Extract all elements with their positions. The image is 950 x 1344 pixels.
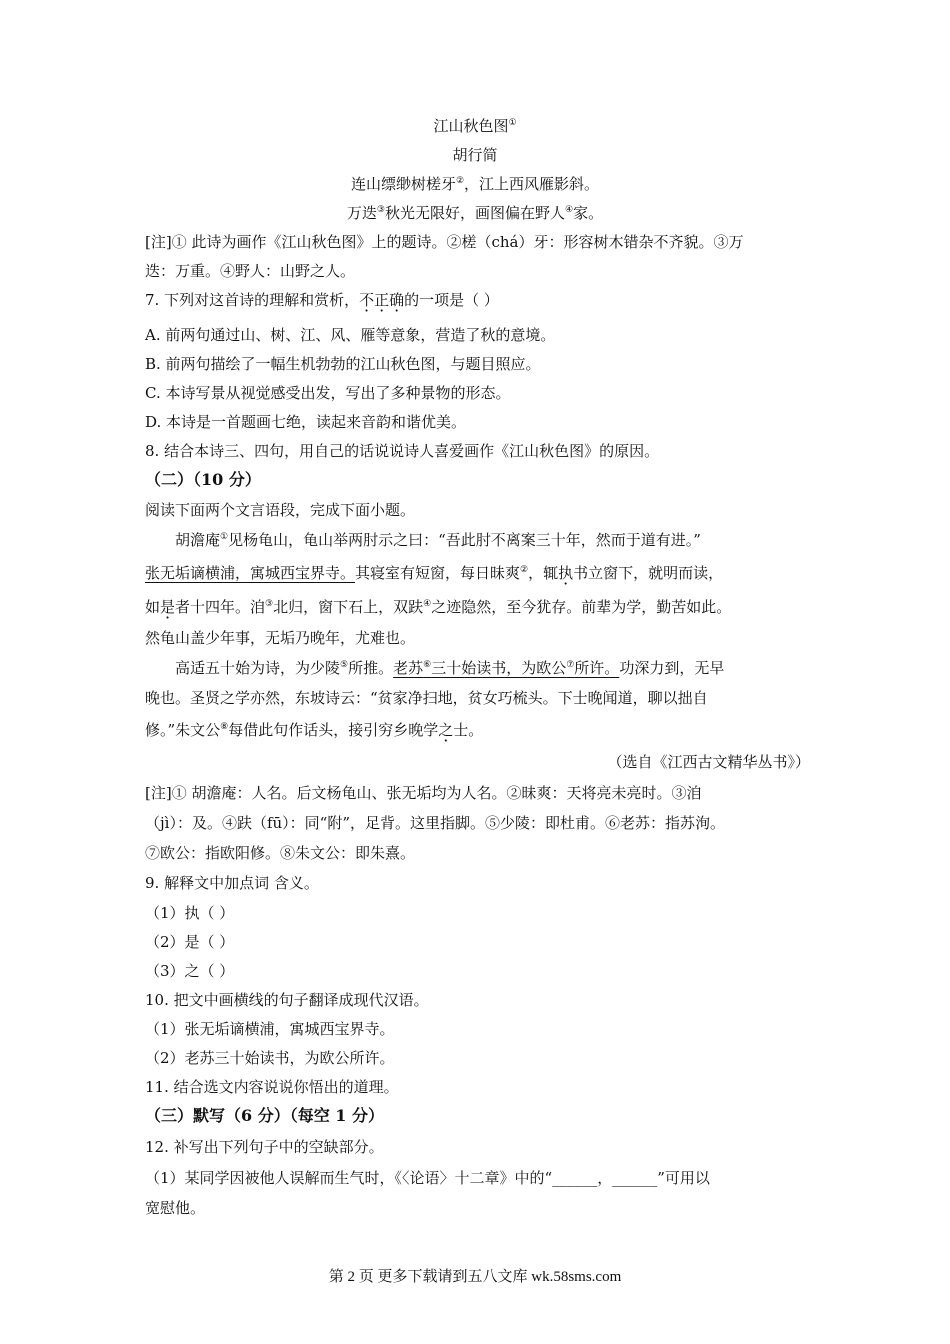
question-10-item-1: （1）张无垢谪横浦，寓城西宝界寺。 xyxy=(145,1020,395,1038)
option-c: C. 本诗写景从视觉感受出发，写出了多种景物的形态。 xyxy=(145,384,511,402)
note-marker: ⑧ xyxy=(220,722,229,732)
question-12-item-1-cont: 宽慰他。 xyxy=(145,1199,206,1217)
passage-text: 书立窗下，就明而读， xyxy=(573,564,724,582)
question-9-item-3: （3）之（ ） xyxy=(145,962,235,980)
option-a: A. 前两句通过山、树、江、风、雁等意象，营造了秋的意境。 xyxy=(145,326,556,344)
underlined-sentence xyxy=(393,659,619,677)
poem-line-1 xyxy=(0,174,950,194)
dotted-char: 不 xyxy=(359,291,375,309)
passage-text: 胡澹庵 xyxy=(175,531,221,549)
passage-note-line-3: ⑦欧公：指欧阳修。⑧朱文公：即朱熹。 xyxy=(145,844,416,862)
dotted-char: 正 xyxy=(374,291,390,309)
passage-text: 如 xyxy=(145,598,161,616)
passage-line-7 xyxy=(145,720,483,740)
passage-line-6: 晚也。圣贤之学亦然，东坡诗云：“贫家净扫地，贫女巧梳头。下士晚闻道，聊以拙自 xyxy=(145,689,708,707)
passage-text: 之迹隐然，至今犹存。前辈为学，勤苦如此。 xyxy=(431,598,732,616)
passage-text: 士。 xyxy=(453,721,484,739)
passage-line-2 xyxy=(145,563,723,583)
question-11: 11. 结合选文内容说说你悟出的道理。 xyxy=(145,1078,399,1096)
underlined-sentence: 张无垢谪横浦，寓城西宝界寺。 xyxy=(145,564,356,582)
passage-line-3 xyxy=(145,597,731,617)
option-d: D. 本诗是一首题画七绝，读起来音韵和谐优美。 xyxy=(145,413,467,431)
note-marker: ④ xyxy=(565,205,574,215)
note-marker: ② xyxy=(520,565,529,575)
passage-text: 高适五十始为诗，为少陵 xyxy=(175,659,341,677)
note-marker: ⑤ xyxy=(340,660,349,670)
question-9-item-2: （2）是（ ） xyxy=(145,933,235,951)
poem-author: 胡行简 xyxy=(452,146,498,164)
section-2-intro: 阅读下面两个文言语段，完成下面小题。 xyxy=(145,501,416,519)
note-marker: ⑦ xyxy=(566,660,575,670)
passage-text: 三十始读书，为欧公 xyxy=(431,659,567,677)
option-b: B. 前两句描绘了一幅生机勃勃的江山秋色图，与题目照应。 xyxy=(145,355,541,373)
poem-text: 万迭 xyxy=(346,204,377,222)
passage-text: 见杨龟山，龟山举两肘示之曰：“吾此肘不离案三十年，然而于道有进。” xyxy=(228,531,701,549)
dotted-char: 执 xyxy=(558,564,574,582)
page-footer: 第 2 页 更多下载请到五八文库 wk.58sms.com xyxy=(328,1269,622,1285)
note-marker: ⑥ xyxy=(423,660,432,670)
question-9: 9. 解释文中加点词 含义。 xyxy=(145,874,319,892)
poem-text: 秋光无限好，画图偏在野人 xyxy=(384,204,565,222)
passage-text: 北归，窗下石上，双趺 xyxy=(273,598,424,616)
section-3-heading: （三）默写（6 分）（每空 1 分） xyxy=(145,1106,384,1125)
passage-text: 者十四年。洎 xyxy=(175,598,266,616)
question-12: 12. 补写出下列句子中的空缺部分。 xyxy=(145,1138,384,1156)
dotted-char: 确 xyxy=(389,291,405,309)
passage-text: 老苏 xyxy=(393,659,424,677)
note-marker: ① xyxy=(220,532,229,542)
note-marker: ③ xyxy=(376,205,385,215)
passage-text: ，辄 xyxy=(528,564,559,582)
passage-line-1 xyxy=(175,530,701,550)
passage-text: 每借此句作话头，接引穷乡晚学 xyxy=(228,721,439,739)
poem-text: 连山缥缈树槎牙 xyxy=(350,175,456,193)
poem-line-2 xyxy=(0,203,950,223)
note-marker: ③ xyxy=(265,599,274,609)
poem-text: 家。 xyxy=(573,204,604,222)
passage-line-4: 然龟山盖少年事，无垢乃晚年，尤难也。 xyxy=(145,629,416,647)
poem-note-line-2: 迭：万重。④野人：山野之人。 xyxy=(145,262,356,280)
poem-title-text: 江山秋色图 xyxy=(433,117,509,135)
passage-text: 功深力到，无早 xyxy=(619,659,725,677)
section-2-heading: （二）（10 分） xyxy=(145,470,261,489)
passage-text: 所推。 xyxy=(348,659,394,677)
note-marker: ② xyxy=(455,176,465,186)
note-marker: ④ xyxy=(423,599,432,609)
question-8: 8. 结合本诗三、四句，用自己的话说说诗人喜爱画作《江山秋色图》的原因。 xyxy=(145,442,660,460)
question-10: 10. 把文中画横线的句子翻译成现代汉语。 xyxy=(145,991,429,1009)
question-12-item-1: （1）某同学因被他人误解而生气时，《〈论语〉十二章》中的“______，______”可用以 xyxy=(145,1169,710,1187)
question-text: 7. 下列对这首诗的理解和赏析， xyxy=(145,291,360,309)
poem-note-line-1: [注]① 此诗为画作《江山秋色图》上的题诗。②槎（chá）牙：形容树木错杂不齐貌。③万 xyxy=(145,233,744,251)
question-9-item-1: （1）执（ ） xyxy=(145,904,235,922)
poem-title xyxy=(0,116,950,136)
passage-text: 所许。 xyxy=(574,659,620,677)
passage-text: 其寝室有短窗，每日昧爽 xyxy=(355,564,521,582)
question-10-item-2: （2）老苏三十始读书，为欧公所许。 xyxy=(145,1049,395,1067)
passage-note-line-1: [注]① 胡澹庵：人名。后文杨龟山、张无垢均为人名。②昧爽：天将亮未亮时。③洎 xyxy=(145,784,702,802)
question-text: 的一项是（ ） xyxy=(404,291,499,309)
passage-text: 修。”朱文公 xyxy=(145,721,221,739)
passage-source: （选自《江西古文精华丛书》） xyxy=(607,753,810,771)
dotted-char: 之 xyxy=(438,721,454,739)
question-7 xyxy=(145,290,499,310)
poem-text: ，江上西风雁影斜。 xyxy=(464,175,600,193)
dotted-char: 是 xyxy=(160,598,176,616)
passage-note-line-2: （jì）：及。④趺（fū）：同“附”，足背。这里指脚。⑤少陵：即杜甫。⑥老苏：指苏洵。 xyxy=(145,814,726,832)
note-marker: ① xyxy=(508,118,517,128)
passage-line-5 xyxy=(175,658,724,678)
